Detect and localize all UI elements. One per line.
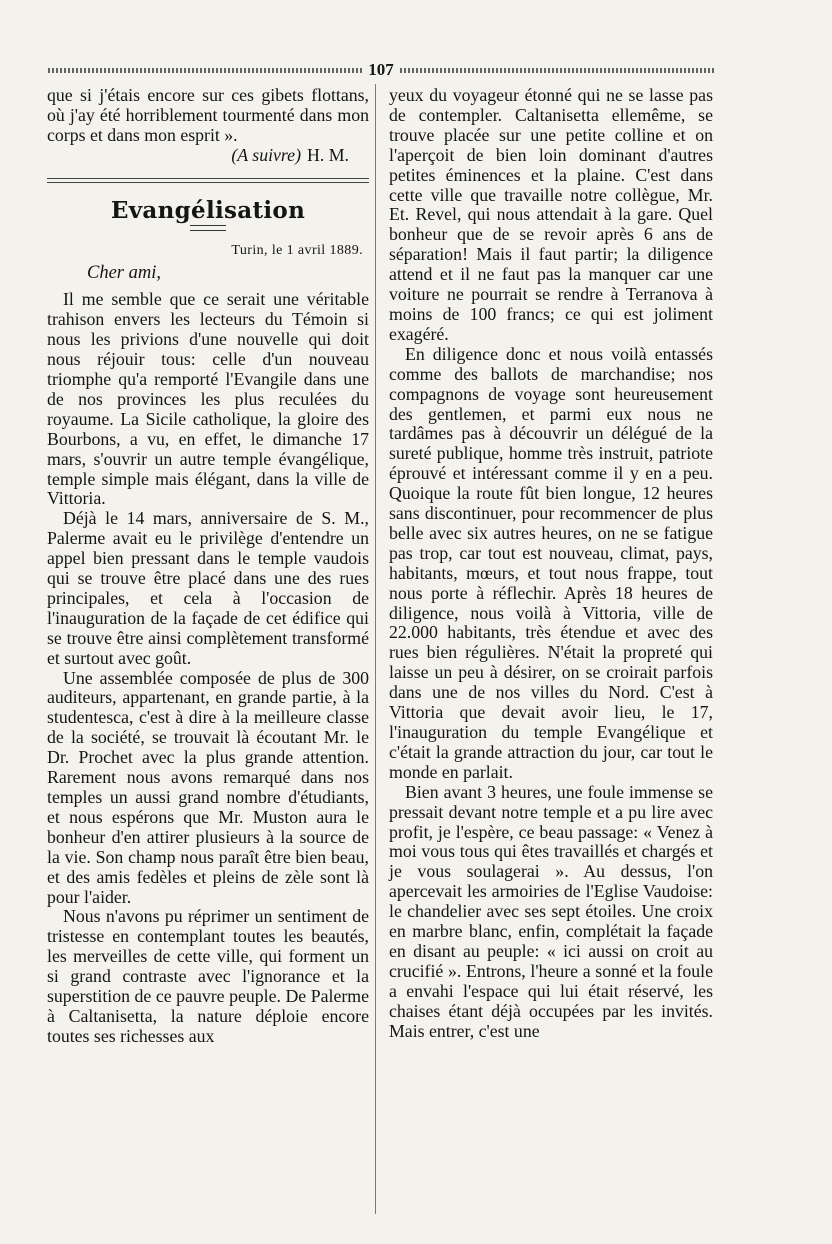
opening-paragraph: que si j'étais encore sur ces gibets flottans, où j'ay été horriblement tourmenté dans mon corps et dans mon esprit ». xyxy=(47,85,369,145)
paragraph: Bien avant 3 heures, une foule immense se pressait devant notre temple et a pu lire avec profit, je l'espère, ce beau passage: « Venez à moi vous tous qui êtes travaillés et chargés et je vous soulagerai ». Au dessus, l'on apercevait les armoiries de l'Eglise Vaudoise: le chandelier avec ses sept étoiles. Une croix en marbre blanc, enfin, complétait la façade en disant au peuple: « ici aussi on croit au crucifié ». Entrons, l'heure a sonné et la foule a envahi l'espace qui lui était réservé, les chaises étant déjà occupées par les invités. Mais entrer, c'est une xyxy=(389,781,713,1041)
paragraph: En diligence donc et nous voilà entassés comme des ballots de marchandise; nos compagnons de voyage sont heureusement des gentlemen, et parmi eux nous ne tardâmes pas à découvrir un délégué de la sureté publique, homme très instruit, patriote éprouvé et intéressant comme il y en a peu. Quoique la route fût bien longue, 12 heures sans discontinuer, pour recommencer de plus belle avec six autres heures, on ne se fatigue pas trop, car tout est nouveau, climat, pays, habitants, mœurs, et tout nous frappe, tout nous porte à réflechir. Après 18 heures de diligence, nous voilà à Vittoria, ville de 22.000 habitants, très étendue et avec des rues bien régulières. N'était la propreté qui laisse un peu à désirer, on se croirait parfois dans une de nos villes du Nord. C'est à Vittoria que devait avoir lieu, le 17, l'inauguration du temple Evangélique et c'était la grande attraction du jour, car tout le monde en parlait. xyxy=(389,343,713,782)
continuation-paragraph: yeux du voyageur étonné qui ne se lasse pas de contempler. Caltanisetta ellemême, se trouve placée sur une petite colline et on l'aperçoit de bien loin dominant d'autres petites éminences et la plaine. C'est dans cette ville que travaille notre collègue, Mr. Et. Revel, qui nous attendait à la gare. Quel bonheur que de se revoir après 6 ans de séparation! Mais il faut partir; la diligence attend et il ne faut pas la manquer car une voiture ne pourrait se rendre à Terranova à moins de 100 francs; ce qui est joliment exagéré. xyxy=(389,85,713,344)
column-divider xyxy=(375,84,376,1214)
paragraph: Nous n'avons pu réprimer un sentiment de tristesse en contemplant toutes les beautés, les merveilles de cette ville, qui forment un si grand contraste avec l'ignorance et la superstition de ce pauvre peuple. De Palerme à Caltanisetta, la nature déploie encore toutes ses richesses aux xyxy=(47,906,369,1046)
left-column xyxy=(47,86,369,1047)
title-ornament xyxy=(190,225,226,231)
article-signature xyxy=(47,146,369,166)
dateline: Turin, le 1 avril 1889. xyxy=(231,242,363,258)
section-title: Evangélisation xyxy=(110,196,306,224)
page-number: 107 xyxy=(368,60,394,79)
author-initials: H. M. xyxy=(307,144,349,165)
page-header xyxy=(48,60,714,80)
header-rule-right xyxy=(400,68,714,73)
paragraph: Une assemblée composée de plus de 300 auditeurs, appartenant, en grande partie, à la studentesca, c'est à dire à la meilleure classe de la société, se trouvait là écoutant Mr. le Dr. Prochet avec la plus grande attention. Rarement nous avons remarqué dans nos temples un aussi grand nombre d'étudiants, et nous espérons que Mr. Muston aura le bonheur d'en attirer plusieurs à la source de la vie. Son champ nous paraît être bien beau, et des amis fedèles et pleins de zèle sont là pour l'aider. xyxy=(47,667,369,907)
right-column xyxy=(389,86,713,1042)
paragraph: Déjà le 14 mars, anniversaire de S. M., Palerme avait eu le privilège d'entendre un appel bien pressant dans le temple vaudois qui se trouve être placé dans une des rues principales, et cela à l'occasion de l'inauguration de la façade de cet édifice qui se trouve être ainsi complètement transformé et surtout avec goût. xyxy=(47,508,369,668)
salutation: Cher ami, xyxy=(87,263,161,284)
paragraph: Il me semble que ce serait une véritable trahison envers les lecteurs du Témoin si nous les privions d'une nouvelle qui doit nous réjouir tous: celle d'un nouveau triomphe qu'a remporté l'Evangile dans une de nos provinces les plus reculées du royaume. La Sicile catholique, la gloire des Bourbons, a vu, en effet, le dimanche 17 mars, s'ouvrir un autre temple évangélique, temple simple mais élégant, dans la ville de Vittoria. xyxy=(47,289,369,509)
header-rule-left xyxy=(48,68,362,73)
to-be-continued-note: (A suivre) xyxy=(231,144,301,165)
section-divider xyxy=(47,178,369,183)
